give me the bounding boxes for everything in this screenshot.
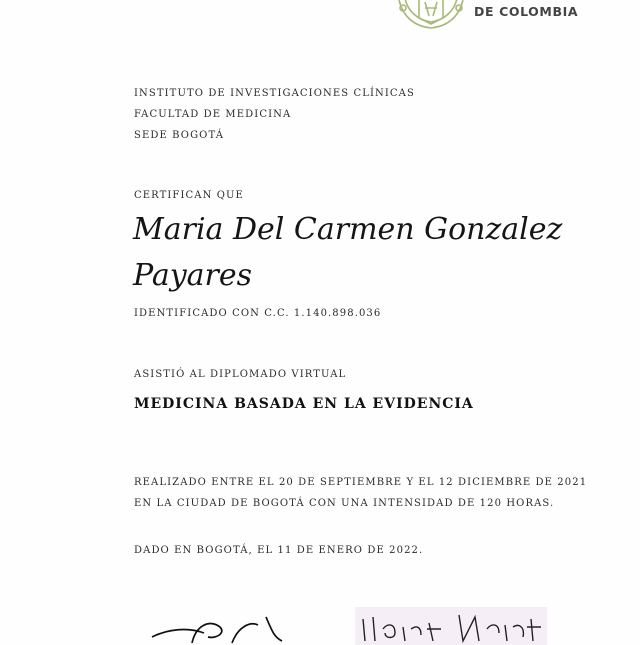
recipient-name: Maria Del Carmen Gonzalez Payares bbox=[133, 212, 563, 293]
recipient-id: IDENTIFICADO CON C.C. 1.140.898.036 bbox=[134, 308, 382, 319]
university-seal-icon bbox=[395, 0, 467, 30]
course-title: MEDICINA BASADA EN LA EVIDENCIA bbox=[134, 396, 474, 412]
attended-label: ASISTIÓ AL DIPLOMADO VIRTUAL bbox=[134, 369, 347, 380]
details-place-hours: EN LA CIUDAD DE BOGOTÁ CON UNA INTENSIDAD DE 120 HORAS. bbox=[134, 498, 555, 509]
signature-right bbox=[355, 605, 555, 645]
certifies-label: CERTIFICAN QUE bbox=[134, 190, 244, 201]
issuer-institute: INSTITUTO DE INVESTIGACIONES CLÍNICAS bbox=[134, 88, 415, 99]
logo-text: DE COLOMBIA bbox=[474, 4, 579, 19]
issued-date: DADO EN BOGOTÁ, EL 11 DE ENERO DE 2022. bbox=[134, 545, 424, 556]
signature-left bbox=[148, 605, 298, 645]
issuer-faculty: FACULTAD DE MEDICINA bbox=[134, 109, 292, 120]
details-dates: REALIZADO ENTRE EL 20 DE SEPTIEMBRE Y EL 12 DICIEMBRE DE 2021 bbox=[134, 477, 588, 488]
issuer-campus: SEDE BOGOTÁ bbox=[134, 130, 225, 141]
